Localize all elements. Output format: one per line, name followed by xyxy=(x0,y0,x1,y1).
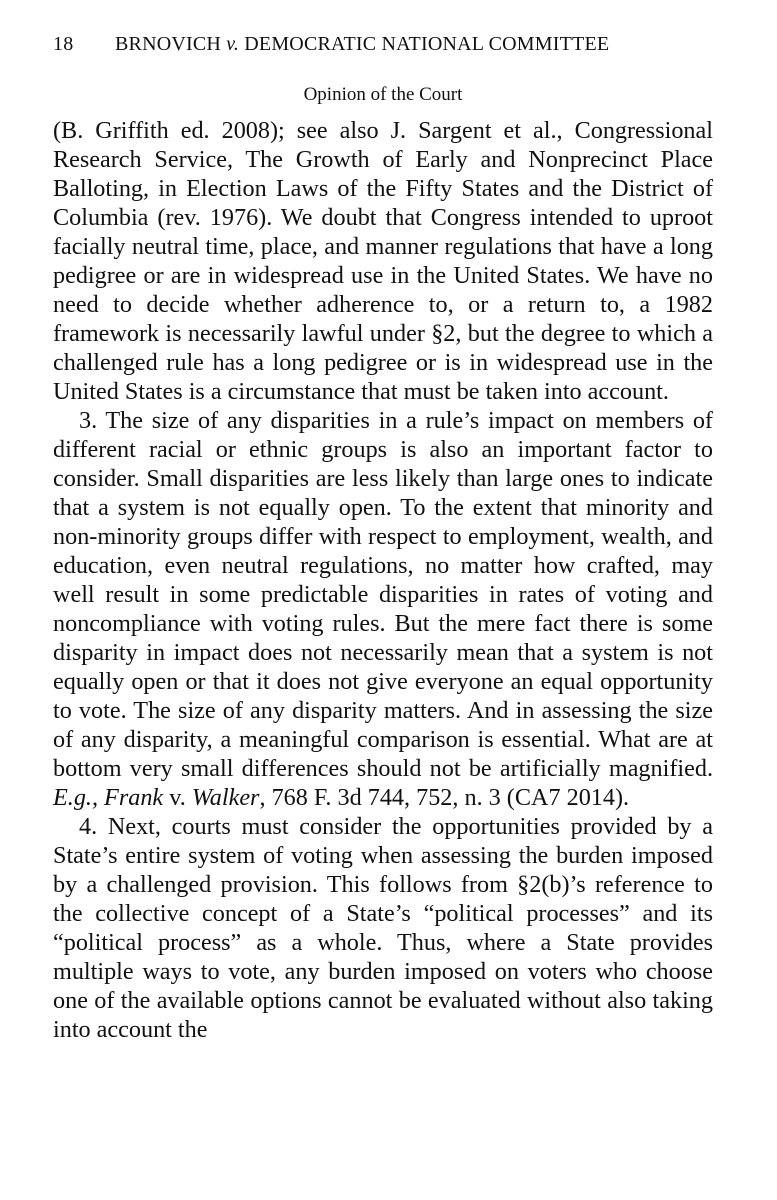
case-name-versus: v. xyxy=(226,33,240,55)
citation-eg-frank: E.g., Frank xyxy=(53,784,164,811)
citation-versus: v. xyxy=(169,784,186,811)
opinion-body xyxy=(53,116,713,1044)
paragraph-disparities xyxy=(53,406,713,812)
page-number: 18 xyxy=(53,33,74,55)
citation-reporter: , 768 F. 3d 744, 752, n. 3 (CA7 2014). xyxy=(259,784,630,811)
case-name xyxy=(115,33,609,56)
case-name-petitioner: BRNOVICH xyxy=(115,33,222,55)
running-head xyxy=(53,30,713,58)
paragraph-disparities-text: 3. The size of any disparities in a rule’s impact on members of different racial or ethnic groups is also an important factor to consider. Small disparities are less likely than large ones to indicate that a system is not equally open. To the extent that minority and non-minority groups differ with respect to employment, wealth, and education, even neutral regulations, no matter how crafted, may well result in some predictable disparities in rates of voting and noncompliance with voting rules. But the mere fact there is some disparity in impact does not necessarily mean that a system is not equally open or that it does not give everyone an equal opportunity to vote. The size of any disparity matters. And in assessing the size of any disparity, a meaningful comparison is essential. What are at bottom very small differences should not be artificially magnified. xyxy=(53,407,713,782)
paragraph-entire-system: 4. Next, courts must consider the opportunities provided by a State’s entire system of voting when assessing the burden imposed by a challenged provision. This follows from §2(b)’s reference to the collective concept of a State’s “political processes” and its “political process” as a whole. Thus, where a State provides multiple ways to vote, any burden imposed on voters who choose one of the available options cannot be evaluated without also taking into account the xyxy=(53,813,713,1043)
citation-walker: Walker xyxy=(191,784,260,811)
opinion-subheading: Opinion of the Court xyxy=(303,84,463,105)
opinion-page xyxy=(53,30,713,1044)
case-name-respondent: DEMOCRATIC NATIONAL COMMITTEE xyxy=(244,33,610,55)
paragraph-continuation: (B. Griffith ed. 2008); see also J. Sargent et al., Congressional Research Service, The Growth of Early and Nonprecinct Place Balloting, in Election Laws of the Fifty States and the District of Columbia (rev. 1976). We doubt that Congress intended to uproot facially neutral time, place, and manner regulations that have a long pedigree or are in widespread use in the United States. We have no need to decide whether adherence to, or a return to, a 1982 framework is necessarily lawful under §2, but the degree to which a challenged rule has a long pedigree or is in widespread use in the United States is a circumstance that must be taken into account. xyxy=(53,117,713,405)
